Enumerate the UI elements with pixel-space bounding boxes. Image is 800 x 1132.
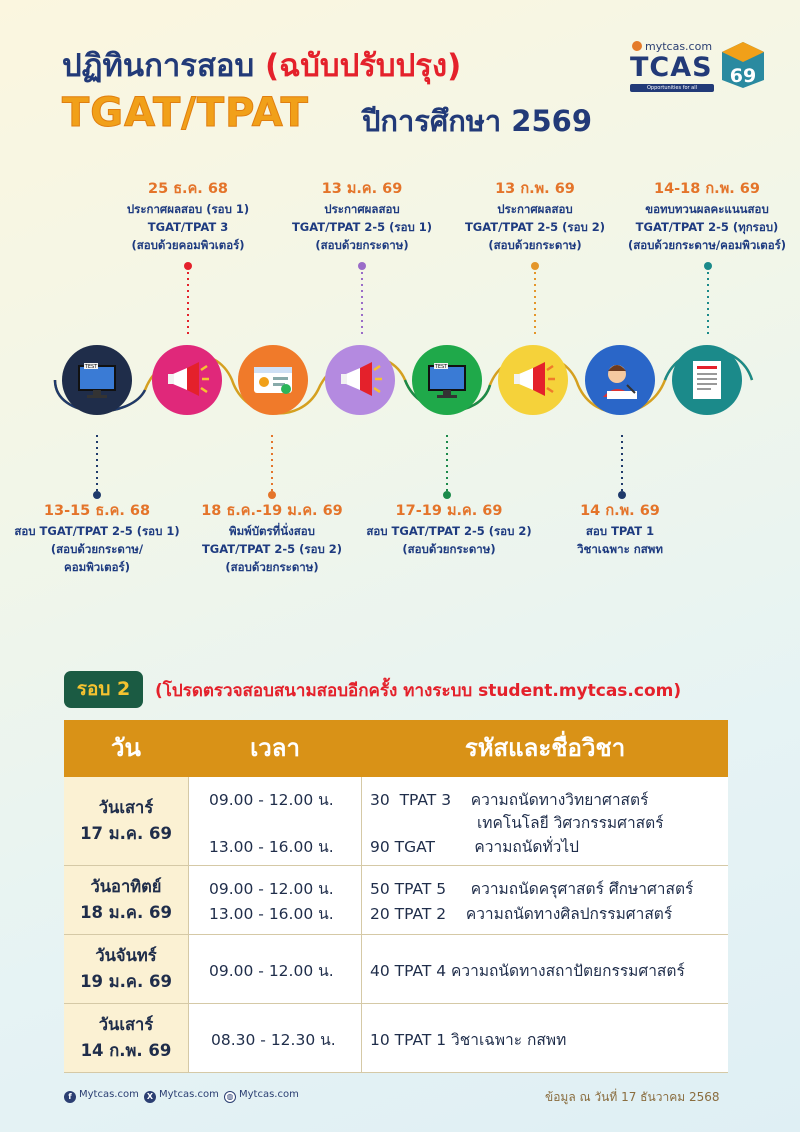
- timeline-event-print-seat: 18 ธ.ค.-19 ม.ค. 69 พิมพ์บัตรที่นั่งสอบ TGAT/TPAT 2-5 (รอบ 2) (สอบด้วยกระดาษ): [201, 503, 343, 574]
- table-row: [64, 777, 728, 866]
- timeline-event-exam-r2: 17-19 ม.ค. 69 สอบ TGAT/TPAT 2-5 (รอบ 2) (สอบด้วยกระดาษ): [366, 503, 532, 556]
- footer-x-link[interactable]: X Mytcas.com: [144, 1089, 219, 1103]
- table-row: [64, 866, 728, 935]
- logo-name: TCAS: [630, 52, 713, 83]
- footer-facebook-link[interactable]: f Mytcas.com: [64, 1089, 139, 1103]
- megaphone-icon: [325, 345, 395, 415]
- round-note: (โปรดตรวจสอบสนามสอบอีกครั้ง ทางระบบ student.mytcas.com): [155, 681, 682, 701]
- svg-text:69: 69: [729, 65, 757, 87]
- footer-web-link[interactable]: ◍ Mytcas.com: [224, 1089, 299, 1103]
- table-row: [64, 935, 728, 1004]
- row-time: 08.30 - 12.30 น.: [189, 1004, 362, 1072]
- header-day: วัน: [111, 734, 141, 762]
- timeline-event-tpat1: 14 ก.พ. 69 สอบ TPAT 1 วิชาเฉพาะ กสพท: [577, 503, 663, 556]
- logo-tagline: Opportunities for all: [630, 84, 714, 92]
- exam-schedule-table: [64, 720, 728, 1072]
- round-badge: รอบ 2: [64, 671, 143, 708]
- academic-year: ปีการศึกษา 2569: [362, 104, 593, 138]
- exam-title: TGAT/TPAT: [62, 90, 309, 136]
- data-as-of-note: ข้อมูล ณ วันที่ 17 ธันวาคม 2568: [545, 1090, 720, 1104]
- title-highlight: (ฉบับปรับปรุง): [264, 48, 462, 84]
- table-header: [64, 720, 728, 777]
- row-time: 09.00 - 12.00 น.: [189, 935, 362, 1003]
- header-time: เวลา: [250, 734, 300, 762]
- student-writing-icon: [585, 345, 655, 415]
- timeline-event-announce-paper-r1: 13 ม.ค. 69 ประกาศผลสอบ TGAT/TPAT 2-5 (รอบ 1) (สอบด้วยกระดาษ): [291, 181, 433, 252]
- row-time: 09.00 - 12.00 น. 13.00 - 16.00 น.: [189, 777, 362, 865]
- row-day: วันเสาร์ 17 ม.ค. 69: [64, 777, 189, 865]
- score-sheet-icon: [672, 345, 742, 415]
- x-icon: X: [144, 1091, 156, 1103]
- row-subject: 50 TPAT 5 ความถนัดครุศาสตร์ ศึกษาศาสตร์ 20 TPAT 2 ความถนัดทางศิลปกรรมศาสตร์: [362, 866, 728, 934]
- timeline-event-announce-r1: 25 ธ.ค. 68 ประกาศผลสอบ (รอบ 1) TGAT/TPAT 3 (สอบด้วยคอมพิวเตอร์): [126, 181, 250, 252]
- logo-69-icon: [720, 40, 766, 90]
- row-subject: 10 TPAT 1 วิชาเฉพาะ กสพท: [362, 1004, 728, 1072]
- row-day: วันอาทิตย์ 18 ม.ค. 69: [64, 866, 189, 934]
- svg-text:TEST: TEST: [84, 364, 98, 370]
- header-subject: รหัสและชื่อวิชา: [464, 734, 626, 762]
- table-row: [64, 1004, 728, 1073]
- timeline-event-exam-r1: 13-15 ธ.ค. 68 สอบ TGAT/TPAT 2-5 (รอบ 1) (สอบด้วยกระดาษ/ คอมพิวเตอร์): [14, 503, 180, 574]
- megaphone-icon: [498, 345, 568, 415]
- row-subject: 30 TPAT 3 ความถนัดทางวิทยาศาสตร์ เทคโนโลยี วิศวกรรมศาสตร์ 90 TGAT ความถนัดทั่วไป: [362, 777, 728, 865]
- row-time: 09.00 - 12.00 น. 13.00 - 16.00 น.: [189, 866, 362, 934]
- page-title: ปฏิทินการสอบ (ฉบับปรับปรุง): [62, 48, 462, 84]
- computer-test-icon: [62, 345, 132, 415]
- row-day: วันจันทร์ 19 ม.ค. 69: [64, 935, 189, 1003]
- facebook-icon: f: [64, 1091, 76, 1103]
- megaphone-icon: [152, 345, 222, 415]
- timeline-event-announce-paper-r2: 13 ก.พ. 69 ประกาศผลสอบ TGAT/TPAT 2-5 (รอบ 2) (สอบด้วยกระดาษ): [464, 181, 606, 252]
- computer-test-icon: [412, 345, 482, 415]
- row-day: วันเสาร์ 14 ก.พ. 69: [64, 1004, 189, 1072]
- id-card-icon: [238, 345, 308, 415]
- svg-text:TEST: TEST: [434, 364, 448, 370]
- globe-icon: ◍: [224, 1091, 236, 1103]
- row-subject: 40 TPAT 4 ความถนัดทางสถาปัตยกรรมศาสตร์: [362, 935, 728, 1003]
- logo-site: mytcas.com: [632, 40, 712, 53]
- timeline-event-score-review: 14-18 ก.พ. 69 ขอทบทวนผลคะแนนสอบ TGAT/TPAT 2-5 (ทุกรอบ) (สอบด้วยกระดาษ/คอมพิวเตอร์): [627, 181, 787, 252]
